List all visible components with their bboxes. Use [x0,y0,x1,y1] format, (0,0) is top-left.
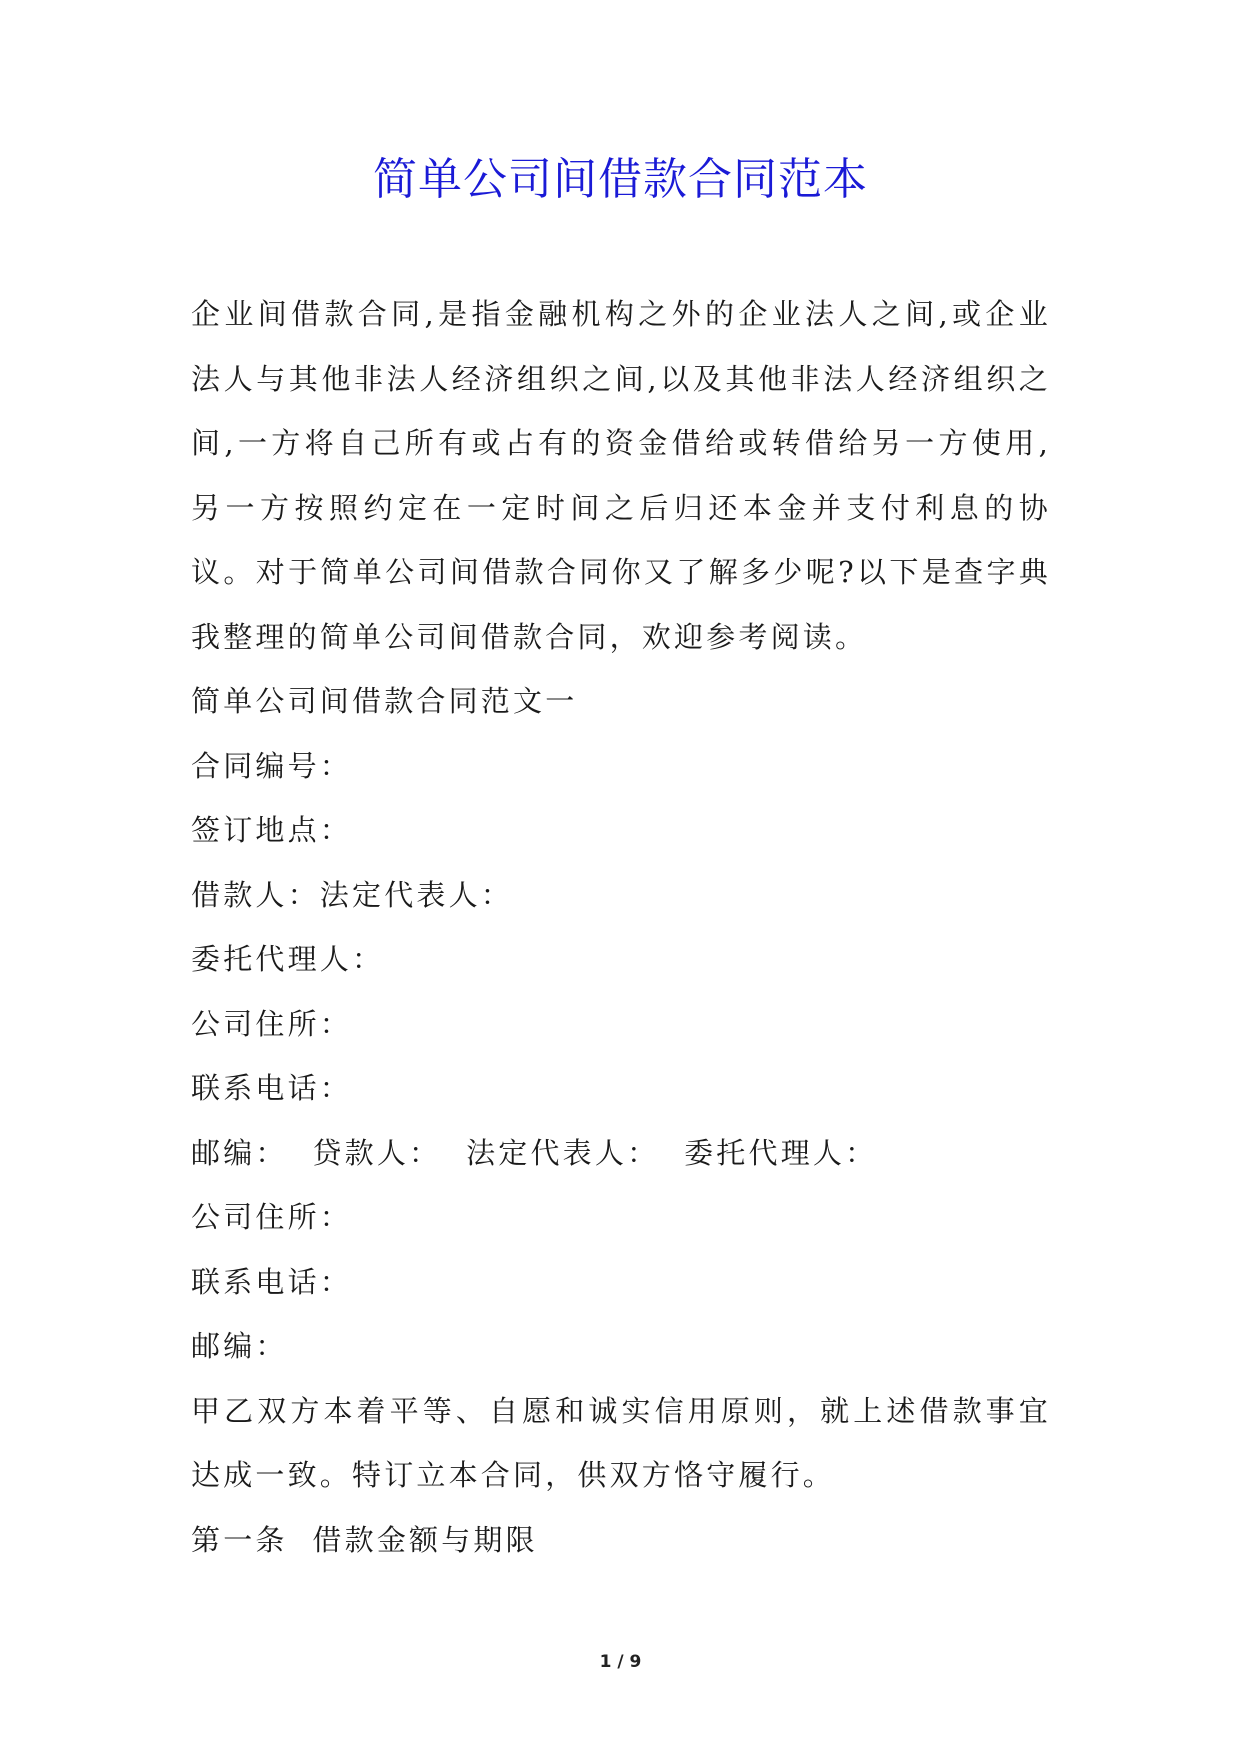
borrower-address-field: 公司住所： [191,1006,353,1041]
document-body [191,282,1051,1572]
borrower-phone-field: 联系电话： [191,1071,353,1105]
contract-number-field: 合同编号： [191,748,353,783]
lender-address-field: 公司住所： [191,1200,353,1234]
page-number: 1 / 9 [599,1652,642,1672]
agreement-paragraph: 甲乙双方本着平等、自愿和诚实信用原则，就上述借款事宜达成一致。特订立本合同，供双方恪守履行。 [191,1393,1051,1492]
postcode-lender-field: 邮编： 贷款人： 法定代表人： 委托代理人： [191,1135,878,1170]
section-subheading: 简单公司间借款合同范文一 [191,684,578,718]
document-title: 简单公司间借款合同范本 [373,154,868,205]
borrower-field: 借款人：法定代表人： [191,877,514,912]
lender-postcode-field: 邮编： [191,1329,288,1363]
article-heading: 第一条 借款金额与期限 [191,1522,538,1557]
borrower-agent-field: 委托代理人： [191,942,385,976]
lender-phone-field: 联系电话： [191,1264,353,1299]
intro-paragraph: 企业间借款合同,是指金融机构之外的企业法人之间,或企业法人与其他非法人经济组织之间,以及其他非法人经济组织之间,一方将自己所有或占有的资金借给或转借给另一方使用,另一方按照约定在一定时间之后归还本金并支付利息的协议。对于简单公司间借款合同你又了解多少呢?以下是查字典我整理的简单公司间借款合同，欢迎参考阅读。 [191,297,1051,654]
sign-place-field: 签订地点： [191,813,353,847]
